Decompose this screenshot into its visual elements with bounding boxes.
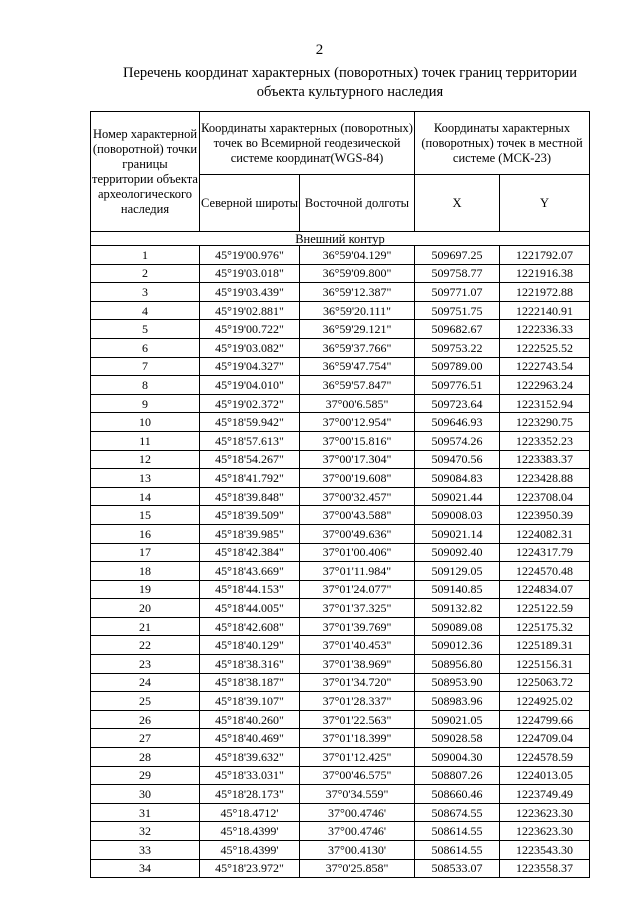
table-row	[91, 655, 590, 674]
point-number-cell: 2	[91, 264, 200, 283]
x-cell: 509132.82	[415, 599, 500, 618]
x-cell: 508614.55	[415, 822, 500, 841]
y-cell: 1223152.94	[500, 394, 590, 413]
latitude-cell: 45°18'43.669"	[200, 562, 300, 581]
table-row	[91, 859, 590, 878]
y-cell: 1223290.75	[500, 413, 590, 432]
table-row	[91, 599, 590, 618]
point-number-cell: 16	[91, 524, 200, 543]
y-cell: 1223950.39	[500, 506, 590, 525]
table-row	[91, 264, 590, 283]
point-number-cell: 31	[91, 803, 200, 822]
table-row	[91, 673, 590, 692]
x-cell: 509776.51	[415, 376, 500, 395]
header-wgs-group: Координаты характерных (поворотных) точек во Всемирной геодезической системе координат(WGS-84)	[200, 112, 415, 175]
table-row	[91, 450, 590, 469]
x-cell: 509129.05	[415, 562, 500, 581]
longitude-cell: 37°01'24.077"	[300, 580, 415, 599]
point-number-cell: 20	[91, 599, 200, 618]
longitude-cell: 37°01'38.969"	[300, 655, 415, 674]
table-row	[91, 283, 590, 302]
longitude-cell: 37°00'12.954"	[300, 413, 415, 432]
x-cell: 508807.26	[415, 766, 500, 785]
header-lat: Северной широты	[200, 175, 300, 232]
y-cell: 1224709.04	[500, 729, 590, 748]
y-cell: 1224317.79	[500, 543, 590, 562]
table-row	[91, 729, 590, 748]
point-number-cell: 19	[91, 580, 200, 599]
document-title	[60, 64, 639, 102]
x-cell: 509140.85	[415, 580, 500, 599]
longitude-cell: 37°01'22.563"	[300, 710, 415, 729]
latitude-cell: 45°18'39.509"	[200, 506, 300, 525]
longitude-cell: 37°01'40.453"	[300, 636, 415, 655]
y-cell: 1222336.33	[500, 320, 590, 339]
x-cell: 509004.30	[415, 748, 500, 767]
point-number-cell: 5	[91, 320, 200, 339]
page-number: 2	[315, 42, 324, 58]
header-y: Y	[500, 175, 590, 232]
longitude-cell: 37°01'12.425"	[300, 748, 415, 767]
longitude-cell: 37°00.4746'	[300, 822, 415, 841]
point-number-cell: 13	[91, 469, 200, 488]
latitude-cell: 45°18'39.632"	[200, 748, 300, 767]
longitude-cell: 37°00'46.575"	[300, 766, 415, 785]
y-cell: 1223749.49	[500, 785, 590, 804]
table-row	[91, 301, 590, 320]
point-number-cell: 34	[91, 859, 200, 878]
latitude-cell: 45°19'00.976"	[200, 246, 300, 265]
table-row	[91, 543, 590, 562]
longitude-cell: 37°0'25.858"	[300, 859, 415, 878]
latitude-cell: 45°18'40.129"	[200, 636, 300, 655]
latitude-cell: 45°18'33.031"	[200, 766, 300, 785]
latitude-cell: 45°18'28.173"	[200, 785, 300, 804]
longitude-cell: 37°01'11.984"	[300, 562, 415, 581]
point-number-cell: 10	[91, 413, 200, 432]
table-row	[91, 766, 590, 785]
point-number-cell: 1	[91, 246, 200, 265]
header-point-number: Номер характерной (поворотной) точки границы территории объекта археологического наследия	[91, 112, 200, 232]
table-row	[91, 636, 590, 655]
table-row	[91, 748, 590, 767]
longitude-cell: 37°0'34.559"	[300, 785, 415, 804]
longitude-cell: 36°59'57.847"	[300, 376, 415, 395]
table-row	[91, 376, 590, 395]
y-cell: 1224799.66	[500, 710, 590, 729]
latitude-cell: 45°18.4399'	[200, 841, 300, 860]
x-cell: 509008.03	[415, 506, 500, 525]
point-number-cell: 25	[91, 692, 200, 711]
longitude-cell: 36°59'37.766"	[300, 338, 415, 357]
coordinates-table	[90, 111, 590, 878]
x-cell: 509021.14	[415, 524, 500, 543]
y-cell: 1225122.59	[500, 599, 590, 618]
y-cell: 1224925.02	[500, 692, 590, 711]
y-cell: 1224013.05	[500, 766, 590, 785]
latitude-cell: 45°18'38.316"	[200, 655, 300, 674]
longitude-cell: 37°00.4130'	[300, 841, 415, 860]
y-cell: 1225063.72	[500, 673, 590, 692]
latitude-cell: 45°19'02.372"	[200, 394, 300, 413]
y-cell: 1224834.07	[500, 580, 590, 599]
x-cell: 508614.55	[415, 841, 500, 860]
y-cell: 1223383.37	[500, 450, 590, 469]
point-number-cell: 30	[91, 785, 200, 804]
point-number-cell: 15	[91, 506, 200, 525]
x-cell: 509753.22	[415, 338, 500, 357]
point-number-cell: 32	[91, 822, 200, 841]
longitude-cell: 36°59'47.754"	[300, 357, 415, 376]
y-cell: 1223558.37	[500, 859, 590, 878]
table-row	[91, 822, 590, 841]
x-cell: 509751.75	[415, 301, 500, 320]
table-row	[91, 338, 590, 357]
section-label: Внешний контур	[91, 232, 590, 246]
longitude-cell: 37°00'49.636"	[300, 524, 415, 543]
y-cell: 1221792.07	[500, 246, 590, 265]
y-cell: 1221916.38	[500, 264, 590, 283]
y-cell: 1224570.48	[500, 562, 590, 581]
table-row	[91, 617, 590, 636]
longitude-cell: 37°01'39.769"	[300, 617, 415, 636]
longitude-cell: 37°00'15.816"	[300, 431, 415, 450]
y-cell: 1223428.88	[500, 469, 590, 488]
latitude-cell: 45°18.4712'	[200, 803, 300, 822]
title-line-2: объекта культурного наследия	[256, 84, 444, 100]
latitude-cell: 45°19'03.018"	[200, 264, 300, 283]
point-number-cell: 29	[91, 766, 200, 785]
x-cell: 509646.93	[415, 413, 500, 432]
longitude-cell: 37°00'43.588"	[300, 506, 415, 525]
longitude-cell: 36°59'09.800"	[300, 264, 415, 283]
point-number-cell: 21	[91, 617, 200, 636]
point-number-cell: 14	[91, 487, 200, 506]
point-number-cell: 3	[91, 283, 200, 302]
longitude-cell: 37°00'32.457"	[300, 487, 415, 506]
latitude-cell: 45°18'42.608"	[200, 617, 300, 636]
y-cell: 1222963.24	[500, 376, 590, 395]
latitude-cell: 45°18'42.384"	[200, 543, 300, 562]
x-cell: 509092.40	[415, 543, 500, 562]
table-row	[91, 413, 590, 432]
x-cell: 509084.83	[415, 469, 500, 488]
latitude-cell: 45°19'03.439"	[200, 283, 300, 302]
longitude-cell: 36°59'29.121"	[300, 320, 415, 339]
x-cell: 508953.90	[415, 673, 500, 692]
point-number-cell: 18	[91, 562, 200, 581]
table-row	[91, 562, 590, 581]
longitude-cell: 37°01'18.399"	[300, 729, 415, 748]
latitude-cell: 45°18'39.107"	[200, 692, 300, 711]
table-row	[91, 785, 590, 804]
latitude-cell: 45°19'04.010"	[200, 376, 300, 395]
longitude-cell: 37°01'28.337"	[300, 692, 415, 711]
longitude-cell: 36°59'20.111"	[300, 301, 415, 320]
point-number-cell: 6	[91, 338, 200, 357]
latitude-cell: 45°19'00.722"	[200, 320, 300, 339]
x-cell: 509574.26	[415, 431, 500, 450]
table-row	[91, 431, 590, 450]
y-cell: 1224082.31	[500, 524, 590, 543]
table-row	[91, 506, 590, 525]
point-number-cell: 27	[91, 729, 200, 748]
y-cell: 1225175.32	[500, 617, 590, 636]
x-cell: 508983.96	[415, 692, 500, 711]
latitude-cell: 45°18'44.005"	[200, 599, 300, 618]
y-cell: 1222525.52	[500, 338, 590, 357]
latitude-cell: 45°18'40.260"	[200, 710, 300, 729]
point-number-cell: 9	[91, 394, 200, 413]
table-row	[91, 320, 590, 339]
point-number-cell: 8	[91, 376, 200, 395]
longitude-cell: 37°00.4746'	[300, 803, 415, 822]
table-row	[91, 487, 590, 506]
table-row	[91, 394, 590, 413]
longitude-cell: 37°01'37.325"	[300, 599, 415, 618]
latitude-cell: 45°18'23.972"	[200, 859, 300, 878]
latitude-cell: 45°18'38.187"	[200, 673, 300, 692]
x-cell: 509682.67	[415, 320, 500, 339]
longitude-cell: 37°01'34.720"	[300, 673, 415, 692]
longitude-cell: 36°59'04.129"	[300, 246, 415, 265]
x-cell: 509758.77	[415, 264, 500, 283]
point-number-cell: 23	[91, 655, 200, 674]
longitude-cell: 36°59'12.387"	[300, 283, 415, 302]
x-cell: 509089.08	[415, 617, 500, 636]
x-cell: 508674.55	[415, 803, 500, 822]
point-number-cell: 33	[91, 841, 200, 860]
latitude-cell: 45°18'41.792"	[200, 469, 300, 488]
longitude-cell: 37°00'6.585"	[300, 394, 415, 413]
x-cell: 509771.07	[415, 283, 500, 302]
x-cell: 508956.80	[415, 655, 500, 674]
point-number-cell: 24	[91, 673, 200, 692]
point-number-cell: 17	[91, 543, 200, 562]
x-cell: 509697.25	[415, 246, 500, 265]
latitude-cell: 45°18'40.469"	[200, 729, 300, 748]
y-cell: 1222140.91	[500, 301, 590, 320]
table-row	[91, 841, 590, 860]
latitude-cell: 45°18'39.848"	[200, 487, 300, 506]
point-number-cell: 28	[91, 748, 200, 767]
latitude-cell: 45°18.4399'	[200, 822, 300, 841]
y-cell: 1223543.30	[500, 841, 590, 860]
y-cell: 1223623.30	[500, 822, 590, 841]
y-cell: 1223708.04	[500, 487, 590, 506]
latitude-cell: 45°18'44.153"	[200, 580, 300, 599]
point-number-cell: 7	[91, 357, 200, 376]
table-row	[91, 692, 590, 711]
x-cell: 509021.44	[415, 487, 500, 506]
x-cell: 508533.07	[415, 859, 500, 878]
header-x: X	[415, 175, 500, 232]
table-row	[91, 580, 590, 599]
x-cell: 509470.56	[415, 450, 500, 469]
table-row	[91, 246, 590, 265]
longitude-cell: 37°00'19.608"	[300, 469, 415, 488]
x-cell: 508660.46	[415, 785, 500, 804]
longitude-cell: 37°00'17.304"	[300, 450, 415, 469]
latitude-cell: 45°19'03.082"	[200, 338, 300, 357]
header-local-group: Координаты характерных (поворотных) точек в местной системе (МСК-23)	[415, 112, 590, 175]
table-row	[91, 524, 590, 543]
y-cell: 1225156.31	[500, 655, 590, 674]
x-cell: 509723.64	[415, 394, 500, 413]
table-row	[91, 710, 590, 729]
x-cell: 509021.05	[415, 710, 500, 729]
y-cell: 1225189.31	[500, 636, 590, 655]
point-number-cell: 11	[91, 431, 200, 450]
longitude-cell: 37°01'00.406"	[300, 543, 415, 562]
y-cell: 1222743.54	[500, 357, 590, 376]
y-cell: 1223623.30	[500, 803, 590, 822]
latitude-cell: 45°18'54.267"	[200, 450, 300, 469]
table-row	[91, 357, 590, 376]
table-row	[91, 469, 590, 488]
x-cell: 509012.36	[415, 636, 500, 655]
x-cell: 509789.00	[415, 357, 500, 376]
x-cell: 509028.58	[415, 729, 500, 748]
table-row	[91, 803, 590, 822]
header-lon: Восточной долготы	[300, 175, 415, 232]
point-number-cell: 12	[91, 450, 200, 469]
latitude-cell: 45°18'39.985"	[200, 524, 300, 543]
latitude-cell: 45°19'04.327"	[200, 357, 300, 376]
point-number-cell: 22	[91, 636, 200, 655]
y-cell: 1223352.23	[500, 431, 590, 450]
latitude-cell: 45°18'57.613"	[200, 431, 300, 450]
title-line-1: Перечень координат характерных (поворотных) точек границ территории	[122, 65, 578, 81]
y-cell: 1221972.88	[500, 283, 590, 302]
latitude-cell: 45°18'59.942"	[200, 413, 300, 432]
latitude-cell: 45°19'02.881"	[200, 301, 300, 320]
point-number-cell: 26	[91, 710, 200, 729]
table-body	[91, 232, 590, 878]
y-cell: 1224578.59	[500, 748, 590, 767]
point-number-cell: 4	[91, 301, 200, 320]
